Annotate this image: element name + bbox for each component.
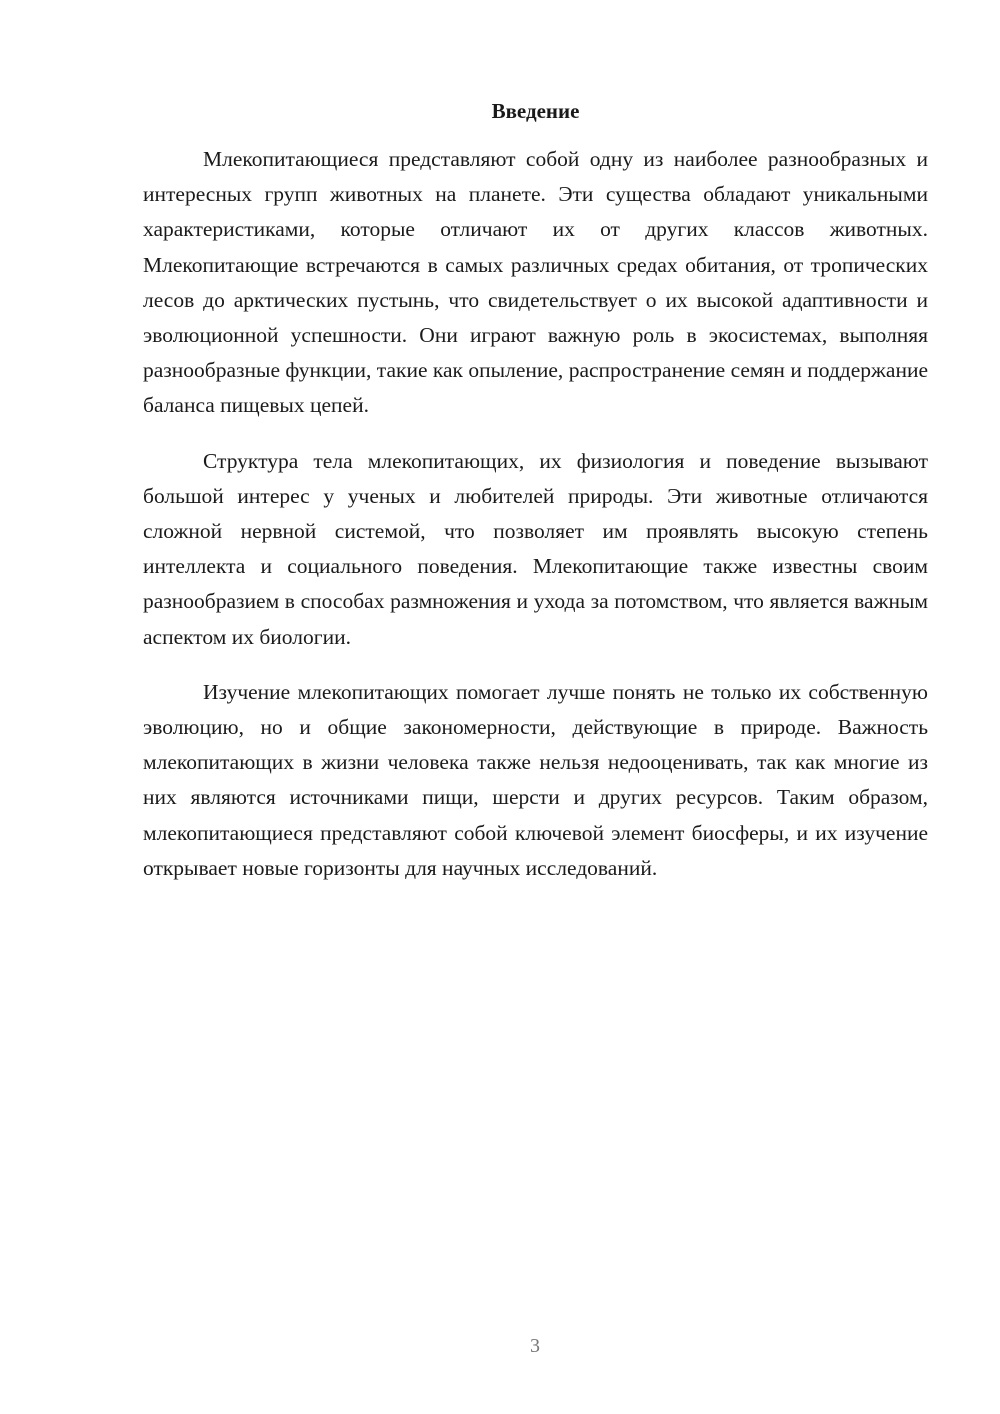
paragraph-1: Млекопитающиеся представляют собой одну из наиболее разнообразных и интересных групп животных на планете. Эти существа обладают уникальными характеристиками, которые отличают их от других классов животных. Млекопитающие встречаются в самых различных средах обитания, от тропических лесов до арктических пустынь, что свидетельствует о их высокой адаптивности и эволюционной успешности. Они играют важную роль в экосистемах, выполняя разнообразные функции, такие как опыление, распространение семян и поддержание баланса пищевых цепей. xyxy=(143,147,928,418)
page-number: 3 xyxy=(530,1335,540,1357)
section-heading: Введение xyxy=(491,99,580,123)
paragraph-2: Структура тела млекопитающих, их физиология и поведение вызывают большой интерес у ученых и любителей природы. Эти животные отличаются сложной нервной системой, что позволяет им проявлять высокую степень интеллекта и социального поведения. Млекопитающие также известны своим разнообразием в способах размножения и ухода за потомством, что является важным аспектом их биологии. xyxy=(143,448,928,649)
paragraph-3: Изучение млекопитающих помогает лучше понять не только их собственную эволюцию, но и общие закономерности, действующие в природе. Важность млекопитающих в жизни человека также нельзя недооценивать, так как многие из них являются источниками пищи, шерсти и других ресурсов. Таким образом, млекопитающиеся представляют собой ключевой элемент биосферы, и их изучение открывает новые горизонты для научных исследований. xyxy=(143,679,928,880)
body-text xyxy=(143,142,928,906)
